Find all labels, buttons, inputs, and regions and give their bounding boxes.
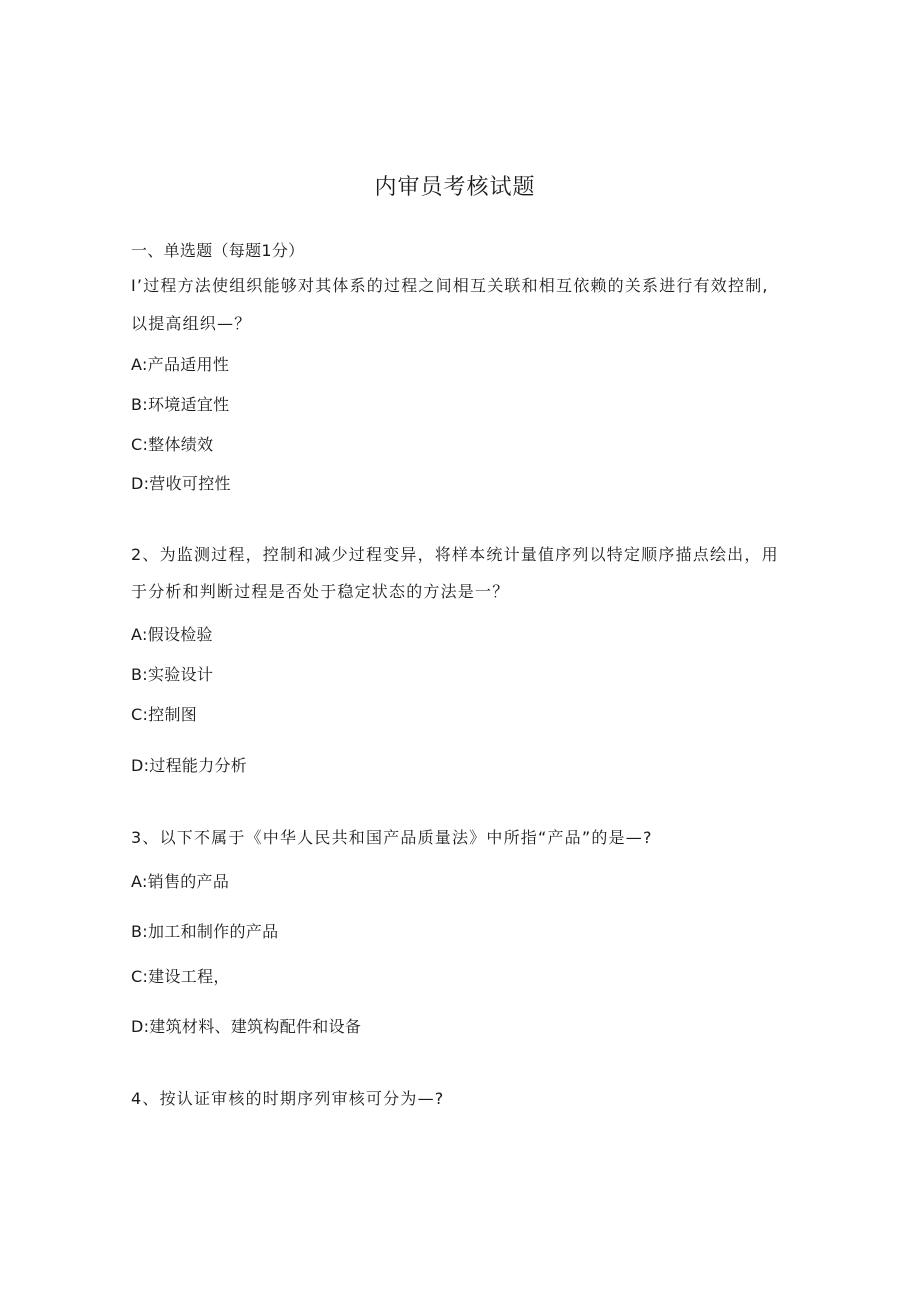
section-heading: 一、单选题（每题1分） <box>131 241 305 260</box>
page-title: 内审员考核试题 <box>374 175 536 200</box>
question-4-line-1: 4、按认证审核的时期序列审核可分为—? <box>131 1089 445 1108</box>
question-1-line-1: I’过程方法使组织能够对其体系的过程之间相互关联和相互依赖的关系进行有效控制, <box>131 276 769 295</box>
question-2-option-b: B:实验设计 <box>131 665 214 684</box>
question-1-line-2: 以提高组织—？ <box>131 314 252 333</box>
question-1-option-a: A:产品适用性 <box>131 355 230 374</box>
question-1-option-b: B:环境适宜性 <box>131 395 230 414</box>
question-2-option-c: C:控制图 <box>131 705 198 724</box>
question-2-option-d: D:过程能力分析 <box>131 756 248 775</box>
question-1-option-c: C:整体绩效 <box>131 435 214 454</box>
question-3-option-b: B:加工和制作的产品 <box>131 922 279 941</box>
question-1-option-d: D:营收可控性 <box>131 474 231 493</box>
question-2-line-1: 2、为监测过程，控制和减少过程变异，将样本统计量值序列以特定顺序描点绘出，用 <box>131 545 779 564</box>
question-3-line-1: 3、以下不属于《中华人民共和国产品质量法》中所指“产品”的是—? <box>131 828 653 847</box>
question-2-line-2: 于分析和判断过程是否处于稳定状态的方法是一？ <box>131 582 510 601</box>
question-3-option-c: C:建设工程， <box>131 967 230 986</box>
question-2-option-a: A:假设检验 <box>131 625 213 644</box>
question-3-option-d: D:建筑材料、建筑构配件和设备 <box>131 1017 362 1036</box>
question-3-option-a: A:销售的产品 <box>131 872 230 891</box>
